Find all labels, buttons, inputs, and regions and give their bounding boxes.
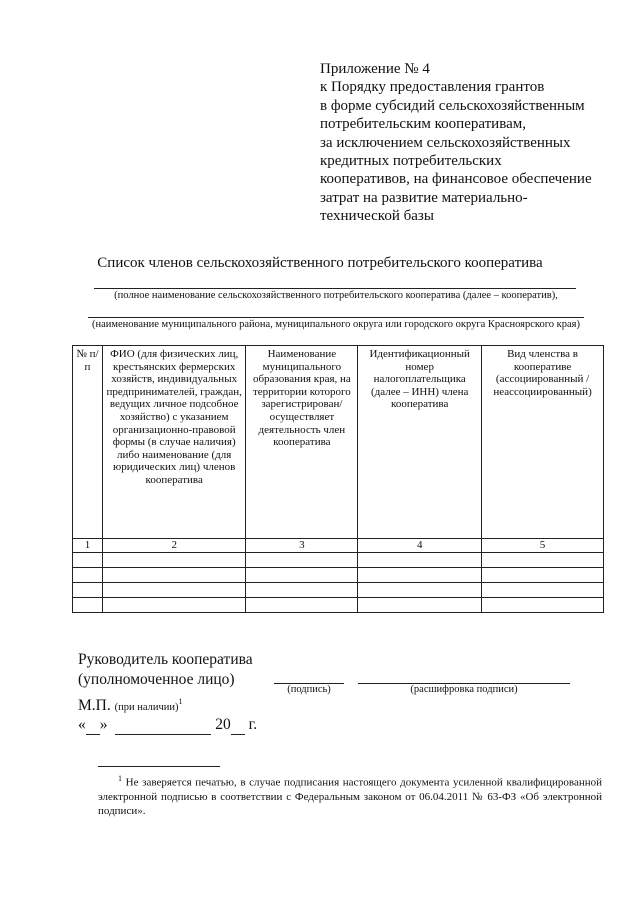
table-cell[interactable] — [73, 597, 103, 612]
stamp-note: (при наличии) — [114, 702, 179, 714]
table-cell[interactable] — [102, 582, 246, 597]
date-day-blank[interactable] — [86, 716, 100, 735]
appendix-line: за исключением сельскохозяйственных — [320, 134, 571, 151]
header-cell-membership: Вид членства в кооперативе (ассоциированный / неассоциированный) — [482, 346, 604, 539]
table-cell[interactable] — [73, 582, 103, 597]
date-quote-open: « — [78, 716, 86, 733]
appendix-line: затрат на развитие материально- — [320, 189, 528, 206]
table-row — [73, 582, 604, 597]
appendix-line: к Порядку предоставления грантов — [320, 79, 545, 96]
table-cell[interactable] — [102, 567, 246, 582]
appendix-line: потребительским кооперативам, — [320, 116, 526, 133]
column-number: 2 — [102, 539, 246, 553]
stamp-footnote-mark: 1 — [178, 697, 183, 706]
table-cell[interactable] — [482, 552, 604, 567]
table-cell[interactable] — [358, 597, 482, 612]
appendix-line: кредитных потребительских — [320, 153, 502, 170]
signer-label — [78, 650, 253, 690]
date-suffix: г. — [248, 716, 258, 733]
signature-caption: (подпись) — [287, 684, 331, 695]
column-number: 5 — [482, 539, 604, 553]
header-cell-number: № п/п — [73, 346, 103, 539]
footnote — [98, 772, 602, 818]
table-cell[interactable] — [73, 552, 103, 567]
stamp-abbr: М.П. — [78, 697, 111, 715]
appendix-line: в форме субсидий сельскохозяйственным — [320, 97, 585, 114]
table-cell[interactable] — [246, 582, 358, 597]
table-cell[interactable] — [482, 597, 604, 612]
table-cell[interactable] — [102, 552, 246, 567]
document-title: Список членов сельскохозяйственного потребительского кооператива — [97, 255, 543, 271]
appendix-line: кооперативов, на финансовое обеспечение — [320, 171, 592, 188]
column-number: 1 — [73, 539, 103, 553]
coop-name-caption: (полное наименование сельскохозяйственного потребительского кооператива (далее – кооператив), — [114, 290, 558, 301]
date-field — [78, 716, 257, 735]
district-line — [88, 317, 584, 318]
date-year-prefix: 20 — [215, 716, 231, 733]
table-cell[interactable] — [246, 567, 358, 582]
table-cell[interactable] — [102, 597, 246, 612]
stamp-label — [78, 697, 182, 715]
signature-decode-caption: (расшифровка подписи) — [410, 684, 518, 695]
table-cell[interactable] — [358, 567, 482, 582]
table-row — [73, 552, 604, 567]
coop-name-line — [94, 288, 576, 289]
signer-label-line-1: Руководитель кооператива — [78, 651, 253, 668]
footnote-text: Не заверяется печатью, в случае подписания настоящего документа усиленной квалифицированной электронной подписью в соответствии с Федеральным законом от 06.04.2011 № 63-ФЗ «Об электронной подписи». — [98, 776, 603, 817]
table-header-row — [73, 346, 604, 539]
district-caption: (наименование муниципального района, муниципального округа или городского округа Красноярского края) — [91, 319, 580, 330]
table-cell[interactable] — [482, 567, 604, 582]
table-cell[interactable] — [73, 567, 103, 582]
date-year-blank[interactable] — [231, 716, 245, 735]
appendix-line: технической базы — [320, 208, 434, 225]
column-number: 3 — [246, 539, 358, 553]
members-table — [72, 345, 604, 613]
column-number: 4 — [358, 539, 482, 553]
header-cell-fio: ФИО (для физических лиц, крестьянских фермерских хозяйств, индивидуальных предпринимателей, граждан, ведущих личное подсобное хозяйство) с указанием организационно-правовой формы (в случае наличия) либо наименование (для юридических лиц) членов кооператива — [102, 346, 246, 539]
table-cell[interactable] — [482, 582, 604, 597]
table-row — [73, 597, 604, 612]
appendix-line: Приложение № 4 — [320, 61, 430, 77]
date-month-blank[interactable] — [115, 716, 211, 735]
footnote-mark: 1 — [118, 774, 122, 783]
date-quote-close: » — [99, 716, 108, 733]
table-cell[interactable] — [246, 552, 358, 567]
header-cell-inn: Идентификационный номер налогоплательщика (далее – ИНН) члена кооператива — [358, 346, 482, 539]
signer-label-line-2: (уполномоченное лицо) — [78, 671, 235, 688]
appendix-block — [320, 60, 620, 226]
table-row — [73, 567, 604, 582]
table-cell[interactable] — [358, 582, 482, 597]
table-cell[interactable] — [358, 552, 482, 567]
column-numbers-row — [73, 539, 604, 553]
table-cell[interactable] — [246, 597, 358, 612]
header-cell-municipality: Наименование муниципального образования края, на территории которого зарегистрирован/ осуществляет деятельность член кооператива — [246, 346, 358, 539]
footnote-divider — [98, 766, 220, 767]
